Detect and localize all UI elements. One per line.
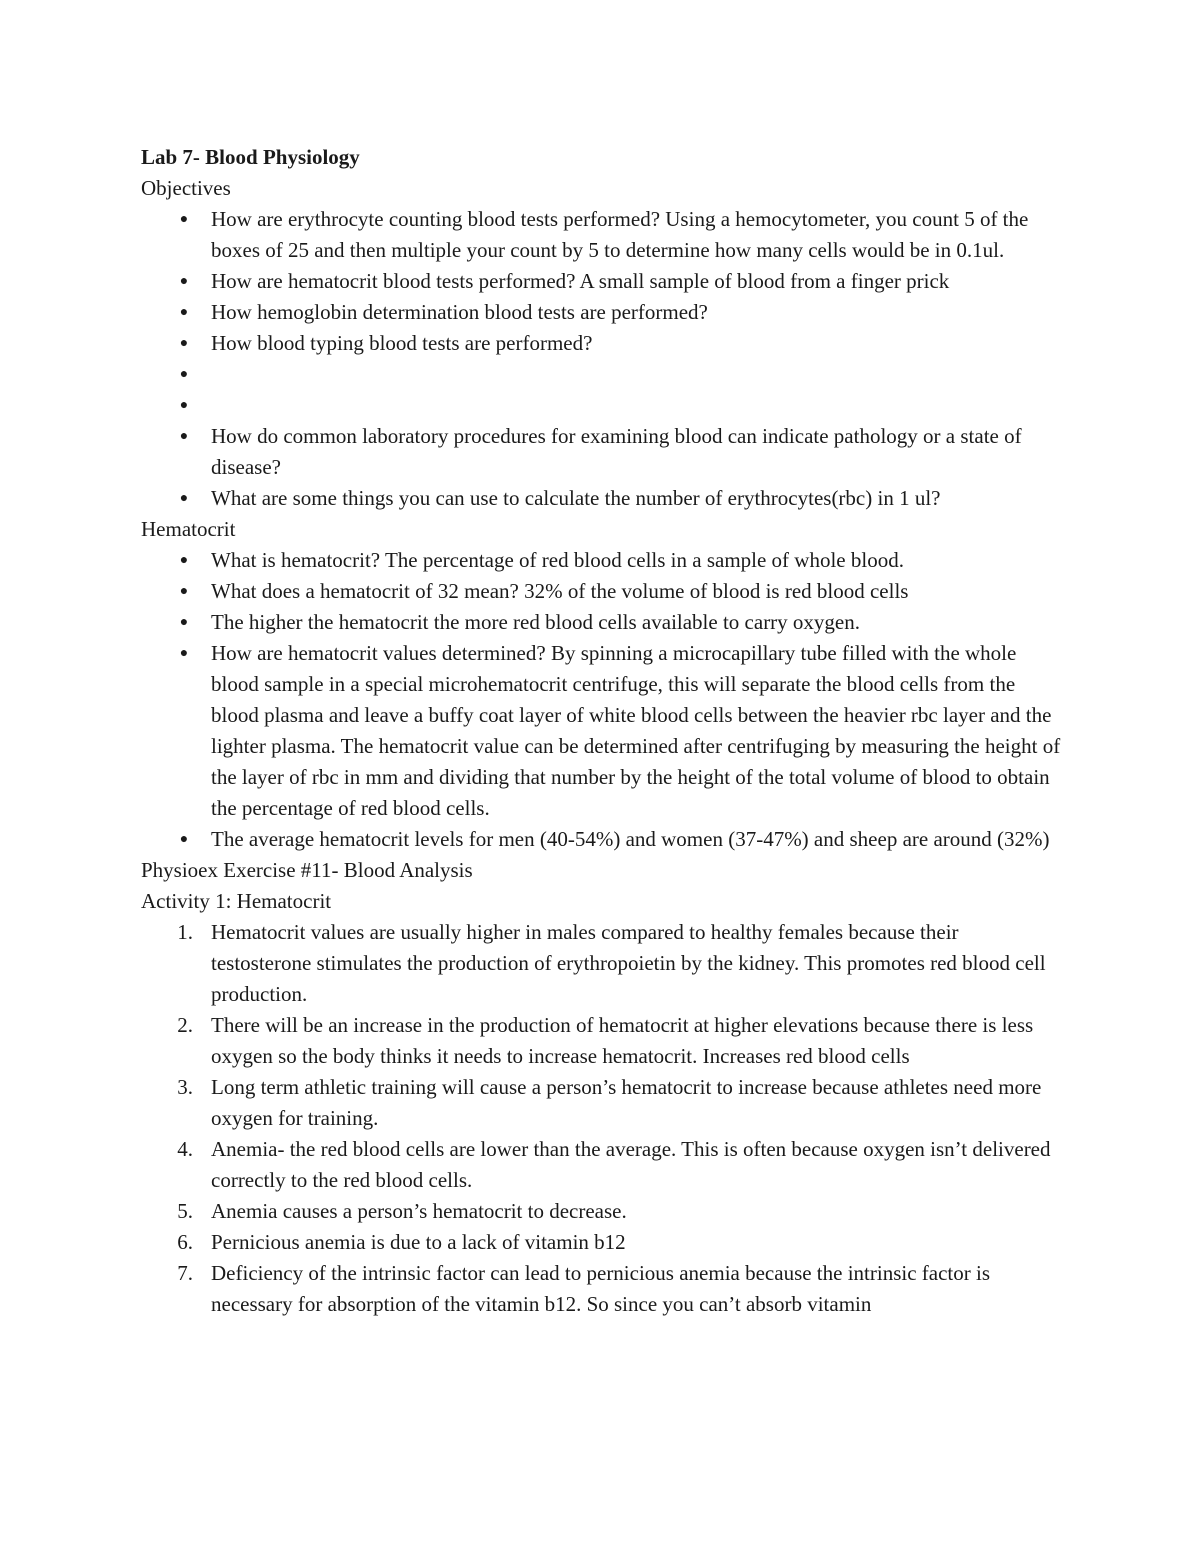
list-item — [141, 204, 1061, 266]
numbered-item-text: Anemia causes a person’s hematocrit to decrease. — [211, 1199, 627, 1223]
bullet-icon: ● — [179, 398, 189, 413]
bullet-icon: ● — [179, 553, 189, 568]
hematocrit-heading: Hematocrit — [141, 517, 236, 541]
item-number: 4. — [177, 1137, 193, 1161]
activity-answers-list — [141, 917, 1061, 1320]
physioex-heading: Physioex Exercise #11- Blood Analysis — [141, 858, 473, 882]
bullet-icon: ● — [179, 212, 189, 227]
list-item — [141, 297, 1061, 328]
list-item-text: The higher the hematocrit the more red blood cells available to carry oxygen. — [211, 610, 861, 634]
numbered-item-text: Deficiency of the intrinsic factor can lead to pernicious anemia because the intrinsic factor is necessary for absorption of the vitamin b12. So since you can’t absorb vitamin — [211, 1261, 991, 1316]
list-item — [141, 638, 1061, 824]
list-item — [141, 266, 1061, 297]
bullet-icon: ● — [179, 584, 189, 599]
list-item — [141, 390, 1061, 421]
item-number: 2. — [177, 1013, 193, 1037]
list-item-text: How are hematocrit values determined? By spinning a microcapillary tube filled with the whole blood sample in a special microhematocrit centrifuge, this will separate the blood cells from the blood plasma and leave a buffy coat layer of white blood cells between the heavier rbc layer and the lighter plasma. The hematocrit value can be determined after centrifuging by measuring the height of the layer of rbc in mm and dividing that number by the height of the total volume of blood to obtain the percentage of red blood cells. — [211, 641, 1061, 820]
list-item-text: How do common laboratory procedures for examining blood can indicate pathology or a state of disease? — [211, 424, 1022, 479]
numbered-item — [141, 1196, 1061, 1227]
list-item — [141, 328, 1061, 359]
list-item — [141, 545, 1061, 576]
bullet-icon: ● — [179, 274, 189, 289]
numbered-item-text: Hematocrit values are usually higher in males compared to healthy females because their testosterone stimulates the production of erythropoietin by the kidney. This promotes red blood cell production. — [211, 920, 1046, 1006]
list-item-text: How hemoglobin determination blood tests are performed? — [211, 300, 708, 324]
list-item-text: What are some things you can use to calculate the number of erythrocytes(rbc) in 1 ul? — [211, 486, 941, 510]
numbered-item — [141, 1010, 1061, 1072]
bullet-icon: ● — [179, 305, 189, 320]
objectives-heading: Objectives — [141, 176, 231, 200]
document-title: Lab 7- Blood Physiology — [141, 145, 360, 169]
bullet-icon: ● — [179, 615, 189, 630]
activity-heading: Activity 1: Hematocrit — [141, 889, 332, 913]
list-item-text: The average hematocrit levels for men (40-54%) and women (37-47%) and sheep are around (32%) — [211, 827, 1050, 851]
bullet-icon: ● — [179, 367, 189, 382]
bullet-icon: ● — [179, 491, 189, 506]
list-item — [141, 421, 1061, 483]
item-number: 7. — [177, 1261, 193, 1285]
document-page — [141, 142, 1061, 1320]
numbered-item-text: Pernicious anemia is due to a lack of vitamin b12 — [211, 1230, 626, 1254]
list-item — [141, 483, 1061, 514]
list-item — [141, 359, 1061, 390]
item-number: 5. — [177, 1199, 193, 1223]
numbered-item-text: Anemia- the red blood cells are lower than the average. This is often because oxygen isn’t delivered correctly to the red blood cells. — [211, 1137, 1051, 1192]
numbered-item-text: Long term athletic training will cause a person’s hematocrit to increase because athletes need more oxygen for training. — [211, 1075, 1042, 1130]
item-number: 1. — [177, 920, 193, 944]
item-number: 6. — [177, 1230, 193, 1254]
objectives-list — [141, 204, 1061, 514]
bullet-icon: ● — [179, 832, 189, 847]
list-item — [141, 576, 1061, 607]
hematocrit-list — [141, 545, 1061, 855]
bullet-icon: ● — [179, 429, 189, 444]
item-number: 3. — [177, 1075, 193, 1099]
numbered-item — [141, 1227, 1061, 1258]
list-item-text: How blood typing blood tests are performed? — [211, 331, 593, 355]
numbered-item — [141, 917, 1061, 1010]
list-item-text: How are hematocrit blood tests performed? A small sample of blood from a finger prick — [211, 269, 950, 293]
list-item-text: How are erythrocyte counting blood tests performed? Using a hemocytometer, you count 5 of the boxes of 25 and then multiple your count by 5 to determine how many cells would be in 0.1ul. — [211, 207, 1029, 262]
list-item — [141, 824, 1061, 855]
numbered-item-text: There will be an increase in the production of hematocrit at higher elevations because there is less oxygen so the body thinks it needs to increase hematocrit. Increases red blood cells — [211, 1013, 1034, 1068]
list-item-text: What does a hematocrit of 32 mean? 32% of the volume of blood is red blood cells — [211, 579, 909, 603]
bullet-icon: ● — [179, 336, 189, 351]
numbered-item — [141, 1134, 1061, 1196]
list-item — [141, 607, 1061, 638]
bullet-icon: ● — [179, 646, 189, 661]
numbered-item — [141, 1072, 1061, 1134]
numbered-item — [141, 1258, 1061, 1320]
list-item-text: What is hematocrit? The percentage of red blood cells in a sample of whole blood. — [211, 548, 904, 572]
